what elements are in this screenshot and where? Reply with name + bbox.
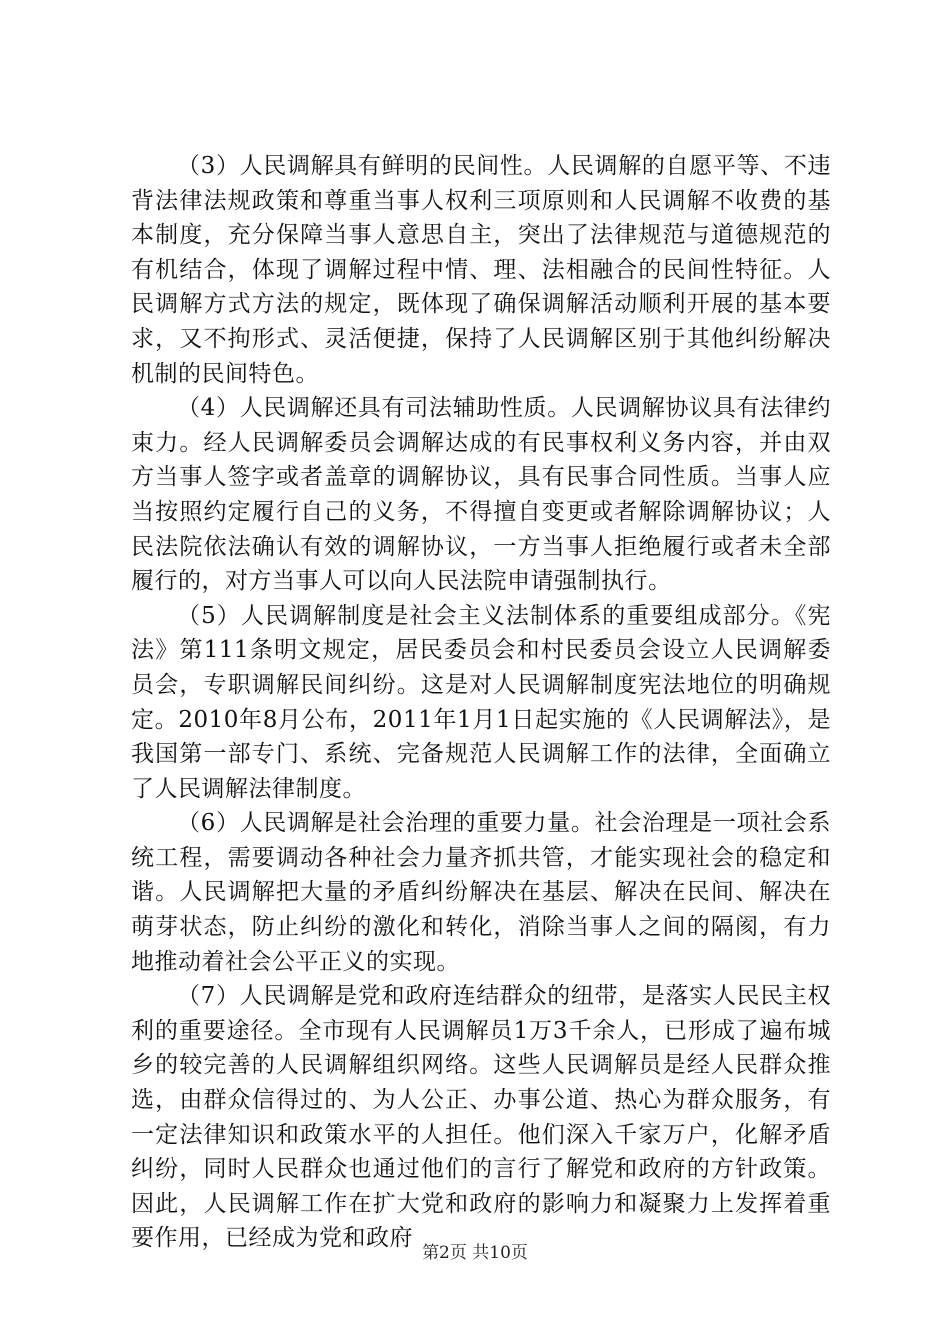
paragraph-6: （6）人民调解是社会治理的重要力量。社会治理是一项社会系统工程，需要调动各种社会力量齐抓共管，才能实现社会的稳定和谐。人民调解把大量的矛盾纠纷解决在基层、解决在民间、解决在萌芽状态，防止纠纷的激化和转化，消除当事人之间的隔阂，有力地推动着社会公平正义的实现。 [131, 810, 831, 975]
paragraph-5: （5）人民调解制度是社会主义法制体系的重要组成部分。《宪法》第111条明文规定，居民委员会和村民委员会设立人民调解委员会，专职调解民间纠纷。这是对人民调解制度宪法地位的明确规定。2010年8月公布，2011年1月1日起实施的《人民调解法》，是我国第一部专门、系统、完备规范人民调解工作的法律，全面确立了人民调解法律制度。 [131, 602, 831, 802]
paragraph-7: （7）人民调解是党和政府连结群众的纽带，是落实人民民主权利的重要途径。全市现有人民调解员1万3千余人，已形成了遍布城乡的较完善的人民调解组织网络。这些人民调解员是经人民群众推选，由群众信得过的、为人公正、办事公道、热心为群众服务，有一定法律知识和政策水平的人担任。他们深入千家万户，化解矛盾纠纷，同时人民群众也通过他们的言行了解党和政府的方针政策。因此，人民调解工作在扩大党和政府的影响力和凝聚力上发挥着重要作用，已经成为党和政府 [131, 983, 831, 1252]
paragraph-4: （4）人民调解还具有司法辅助性质。人民调解协议具有法律约束力。经人民调解委员会调解达成的有民事权利义务内容，并由双方当事人签字或者盖章的调解协议，具有民事合同性质。当事人应当按照约定履行自己的义务，不得擅自变更或者解除调解协议；人民法院依法确认有效的调解协议，一方当事人拒绝履行或者未全部履行的，对方当事人可以向人民法院申请强制执行。 [131, 395, 831, 595]
document-body [131, 149, 831, 1256]
paragraph-3: （3）人民调解具有鲜明的民间性。人民调解的自愿平等、不违背法律法规政策和尊重当事人权利三项原则和人民调解不收费的基本制度，充分保障当事人意思自主，突出了法律规范与道德规范的有机结合，体现了调解过程中情、理、法相融合的民间性特征。人民调解方式方法的规定，既体现了确保调解活动顺利开展的基本要求，又不拘形式、灵活便捷，保持了人民调解区别于其他纠纷解决机制的民间特色。 [131, 153, 831, 387]
page-footer: 第2页 共10页 [422, 1243, 528, 1263]
